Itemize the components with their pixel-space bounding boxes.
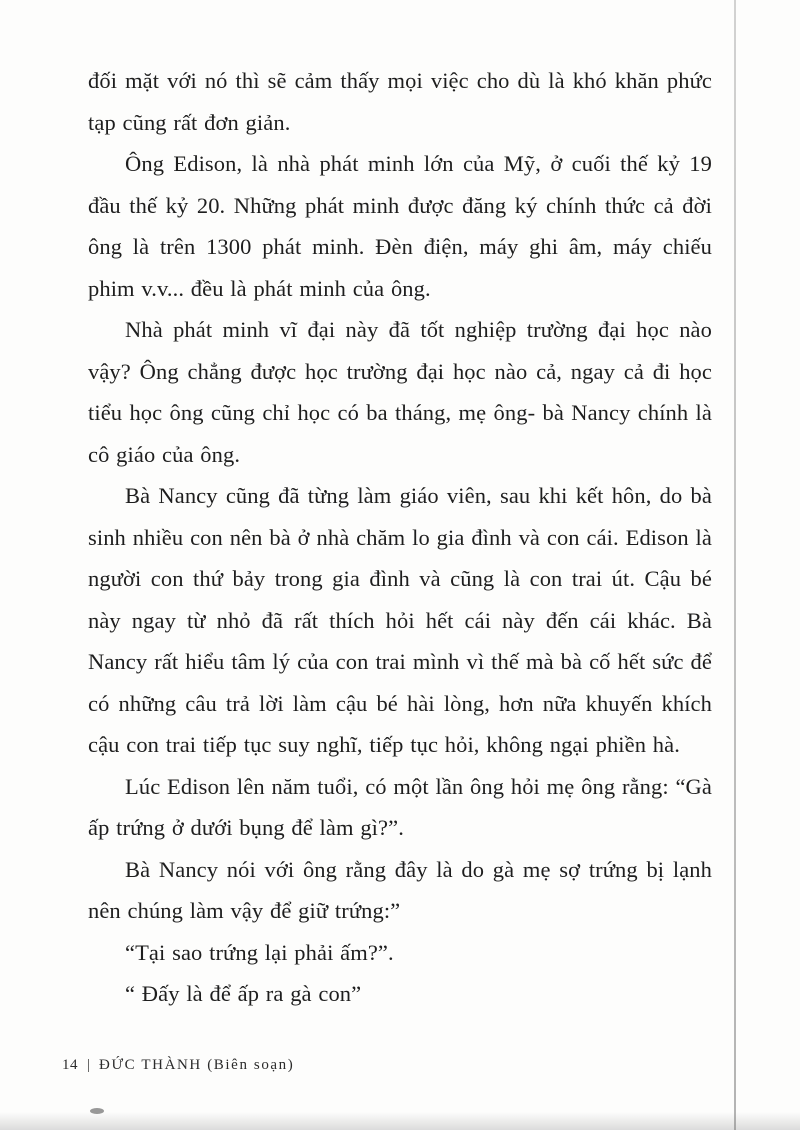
paragraph: “Tại sao trứng lại phải ấm?”. [125,939,394,965]
paragraph: Ông Edison, là nhà phát minh lớn của Mỹ, ở cuối thế kỷ 19 đầu thế kỷ 20. Những phát minh được đăng ký chính thức cả đời ông là trên 1300 phát minh. Đèn điện, máy ghi âm, máy chiếu phim v.v... đều là phát minh của ông. [88,151,712,301]
paragraph: Lúc Edison lên năm tuổi, có một lần ông hỏi mẹ ông rằng: “Gà ấp trứng ở dưới bụng để làm gì?”. [88,773,712,840]
page-text-block [88,60,712,1015]
paragraph: đối mặt với nó thì sẽ cảm thấy mọi việc cho dù là khó khăn phức tạp cũng rất đơn giản. [88,68,712,135]
paragraph: Nhà phát minh vĩ đại này đã tốt nghiệp trường đại học nào vậy? Ông chẳng được học trường đại học nào cả, ngay cả đi học tiểu học ông cũng chỉ học có ba tháng, mẹ ông- bà Nancy chính là cô giáo của ông. [88,317,712,467]
paragraph: “ Đấy là để ấp ra gà con” [125,981,362,1006]
page-footer [62,1057,294,1074]
paragraph: Bà Nancy cũng đã từng làm giáo viên, sau khi kết hôn, do bà sinh nhiều con nên bà ở nhà chăm lo gia đình và con cái. Edison là người con thứ bảy trong gia đình và cũng là con trai út. Cậu bé này ngay từ nhỏ đã rất thích hỏi hết cái này đến cái khác. Bà Nancy rất hiểu tâm lý của con trai mình vì thế mà bà cố hết sức để có những câu trả lời làm cậu bé hài lòng, hơn nữa khuyến khích cậu con trai tiếp tục suy nghĩ, tiếp tục hỏi, không ngại phiền hà. [88,483,712,757]
paragraph: Bà Nancy nói với ông rằng đây là do gà mẹ sợ trứng bị lạnh nên chúng làm vậy để giữ trứng:” [88,856,712,923]
footer-credit: ĐỨC THÀNH (Biên soạn) [99,1057,295,1073]
scan-mark-bottom-left [90,1108,104,1114]
footer-separator: | [87,1057,91,1073]
page-number: 14 [62,1057,78,1073]
scan-edge-bottom [0,1112,800,1130]
scan-edge-right [734,0,736,1130]
